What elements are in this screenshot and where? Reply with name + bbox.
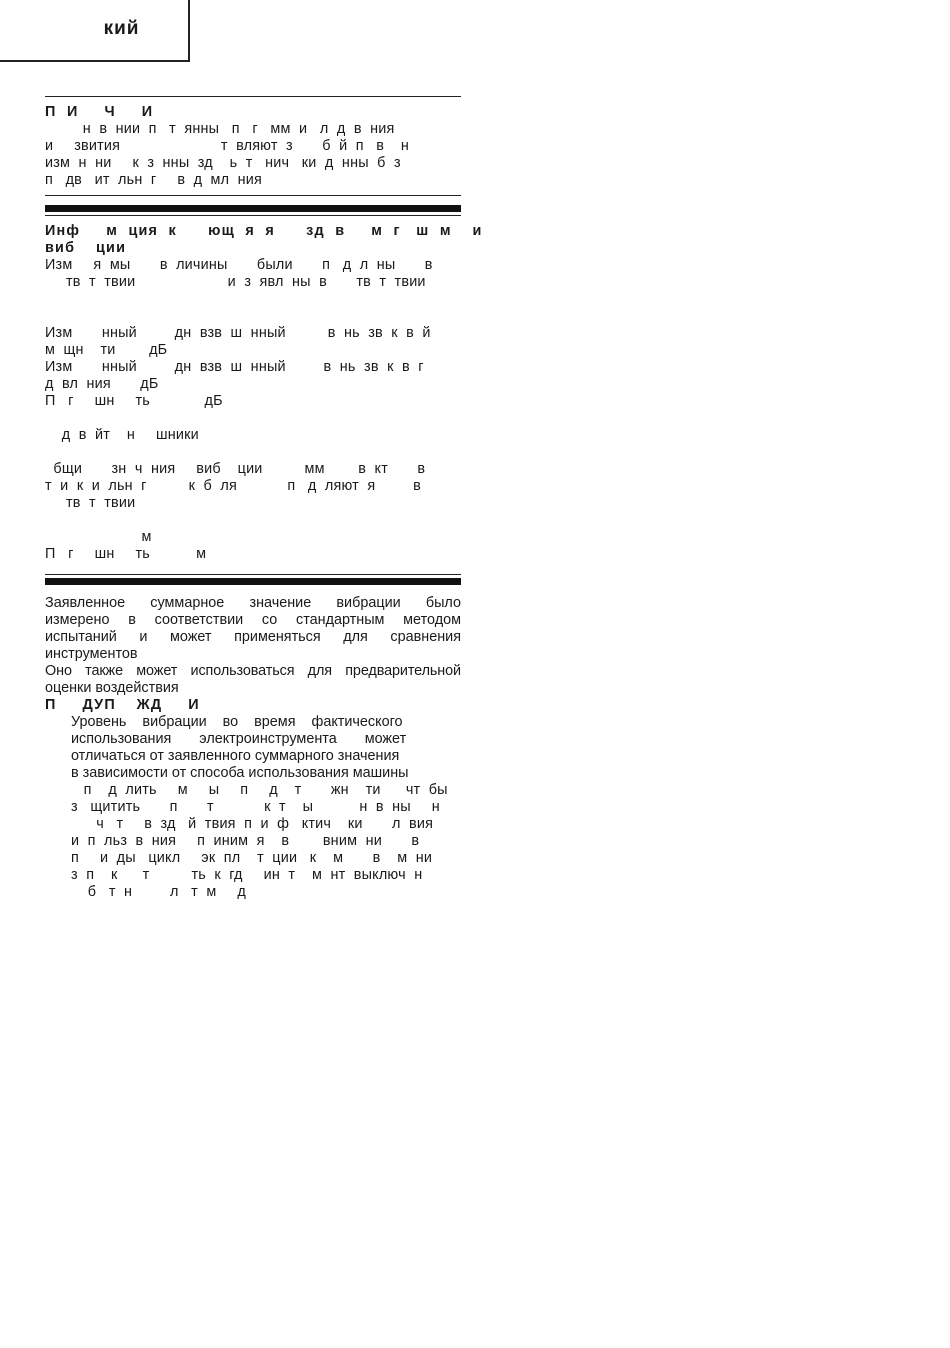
divider-thick-2 <box>45 578 461 585</box>
warning-line: п д лить м ы п д т жн ти чт бы <box>71 782 448 798</box>
header-tab <box>0 0 190 62</box>
sound-power-line: м щн ти дБ <box>45 342 168 358</box>
warning-line: п и ды цикл эк пл т ции к м в м ни <box>71 850 433 866</box>
section-notice-line: и звития т вляют з б й п в н <box>45 138 410 154</box>
declaration-line: Заявленное суммарное значение вибрации было <box>45 595 461 611</box>
uncertainty-line: П г шн ть дБ <box>45 393 223 409</box>
warning-line: и п льз в ния п иним я в вним ни в <box>71 833 420 849</box>
sound-power-line: Изм нный дн взв ш нный в нь зв к в й <box>45 325 431 341</box>
vibration-uncertainty <box>45 529 461 563</box>
vibration-unit-line: м <box>45 529 152 545</box>
vibration-line: бщи зн ч ния виб ции мм в кт в <box>45 461 426 477</box>
section-notice-line: п дв ит льн г в д мл ния <box>45 172 263 188</box>
declaration-line: измерено в соответствии со стандартным методом <box>45 612 461 628</box>
measurement-line: Изм я мы в личины были п д л ны в <box>45 257 433 273</box>
ear-protection <box>45 427 461 444</box>
warning-line: з щитить п т к т ы н в ны н <box>71 799 440 815</box>
noise-vibration-title: Инф м ция к ющ я я зд в м г ш м и <box>45 223 483 239</box>
divider-top <box>45 96 461 97</box>
vibration-line: т и к и льн г к б ля п д ляют я в <box>45 478 421 494</box>
section-vibration-declaration <box>45 595 461 714</box>
sound-pressure-line: д вл ния дБ <box>45 376 159 392</box>
vibration-values <box>45 461 461 512</box>
section-notice-line: н в нии п т янны п г мм и л д в ния <box>45 121 395 137</box>
header-tab-label: кий <box>103 18 140 39</box>
sound-pressure-line: Изм нный дн взв ш нный в нь зв к в г <box>45 359 424 375</box>
declaration-line: оценки воздействия <box>45 680 179 696</box>
declaration-line: Оно также может использоваться для предварительной <box>45 663 461 679</box>
divider-thin-2 <box>45 574 461 575</box>
warning-line: отличаться от заявленного суммарного значения <box>71 748 400 764</box>
divider-thin-1 <box>45 215 461 216</box>
section-noise-vibration <box>45 223 483 291</box>
section-notice-title: П И Ч И <box>45 104 154 120</box>
noise-values <box>45 325 461 410</box>
section-notice <box>45 104 461 189</box>
warning-body <box>71 714 462 901</box>
vibration-uncertainty-line: П г шн ть м <box>45 546 207 562</box>
warning-line: з п к т ть к гд ин т м нт выключ н <box>71 867 423 883</box>
divider-thick-1 <box>45 205 461 212</box>
section-notice-line: изм н ни к з нны зд ь т нич ки д нны б з <box>45 155 401 171</box>
warning-line: в зависимости от способа использования машины <box>71 765 409 781</box>
divider-notice-bottom <box>45 195 461 196</box>
measurement-line: тв т твии и з явл ны в тв т твии <box>45 274 426 290</box>
declaration-line: инструментов <box>45 646 138 662</box>
warning-line: Уровень вибрации во время фактического <box>71 714 403 730</box>
noise-vibration-title: виб ции <box>45 240 127 256</box>
warning-title: П ДУП ЖД И <box>45 697 200 713</box>
warning-line: использования электроинструмента может <box>71 731 407 747</box>
warning-line: б т н л т м д <box>71 884 247 900</box>
warning-line: ч т в зд й твия п и ф ктич ки л вия <box>71 816 434 832</box>
vibration-line: тв т твии <box>45 495 136 511</box>
ear-protection-line: д в йт н шники <box>45 427 199 443</box>
declaration-line: испытаний и может применяться для сравнения <box>45 629 461 645</box>
